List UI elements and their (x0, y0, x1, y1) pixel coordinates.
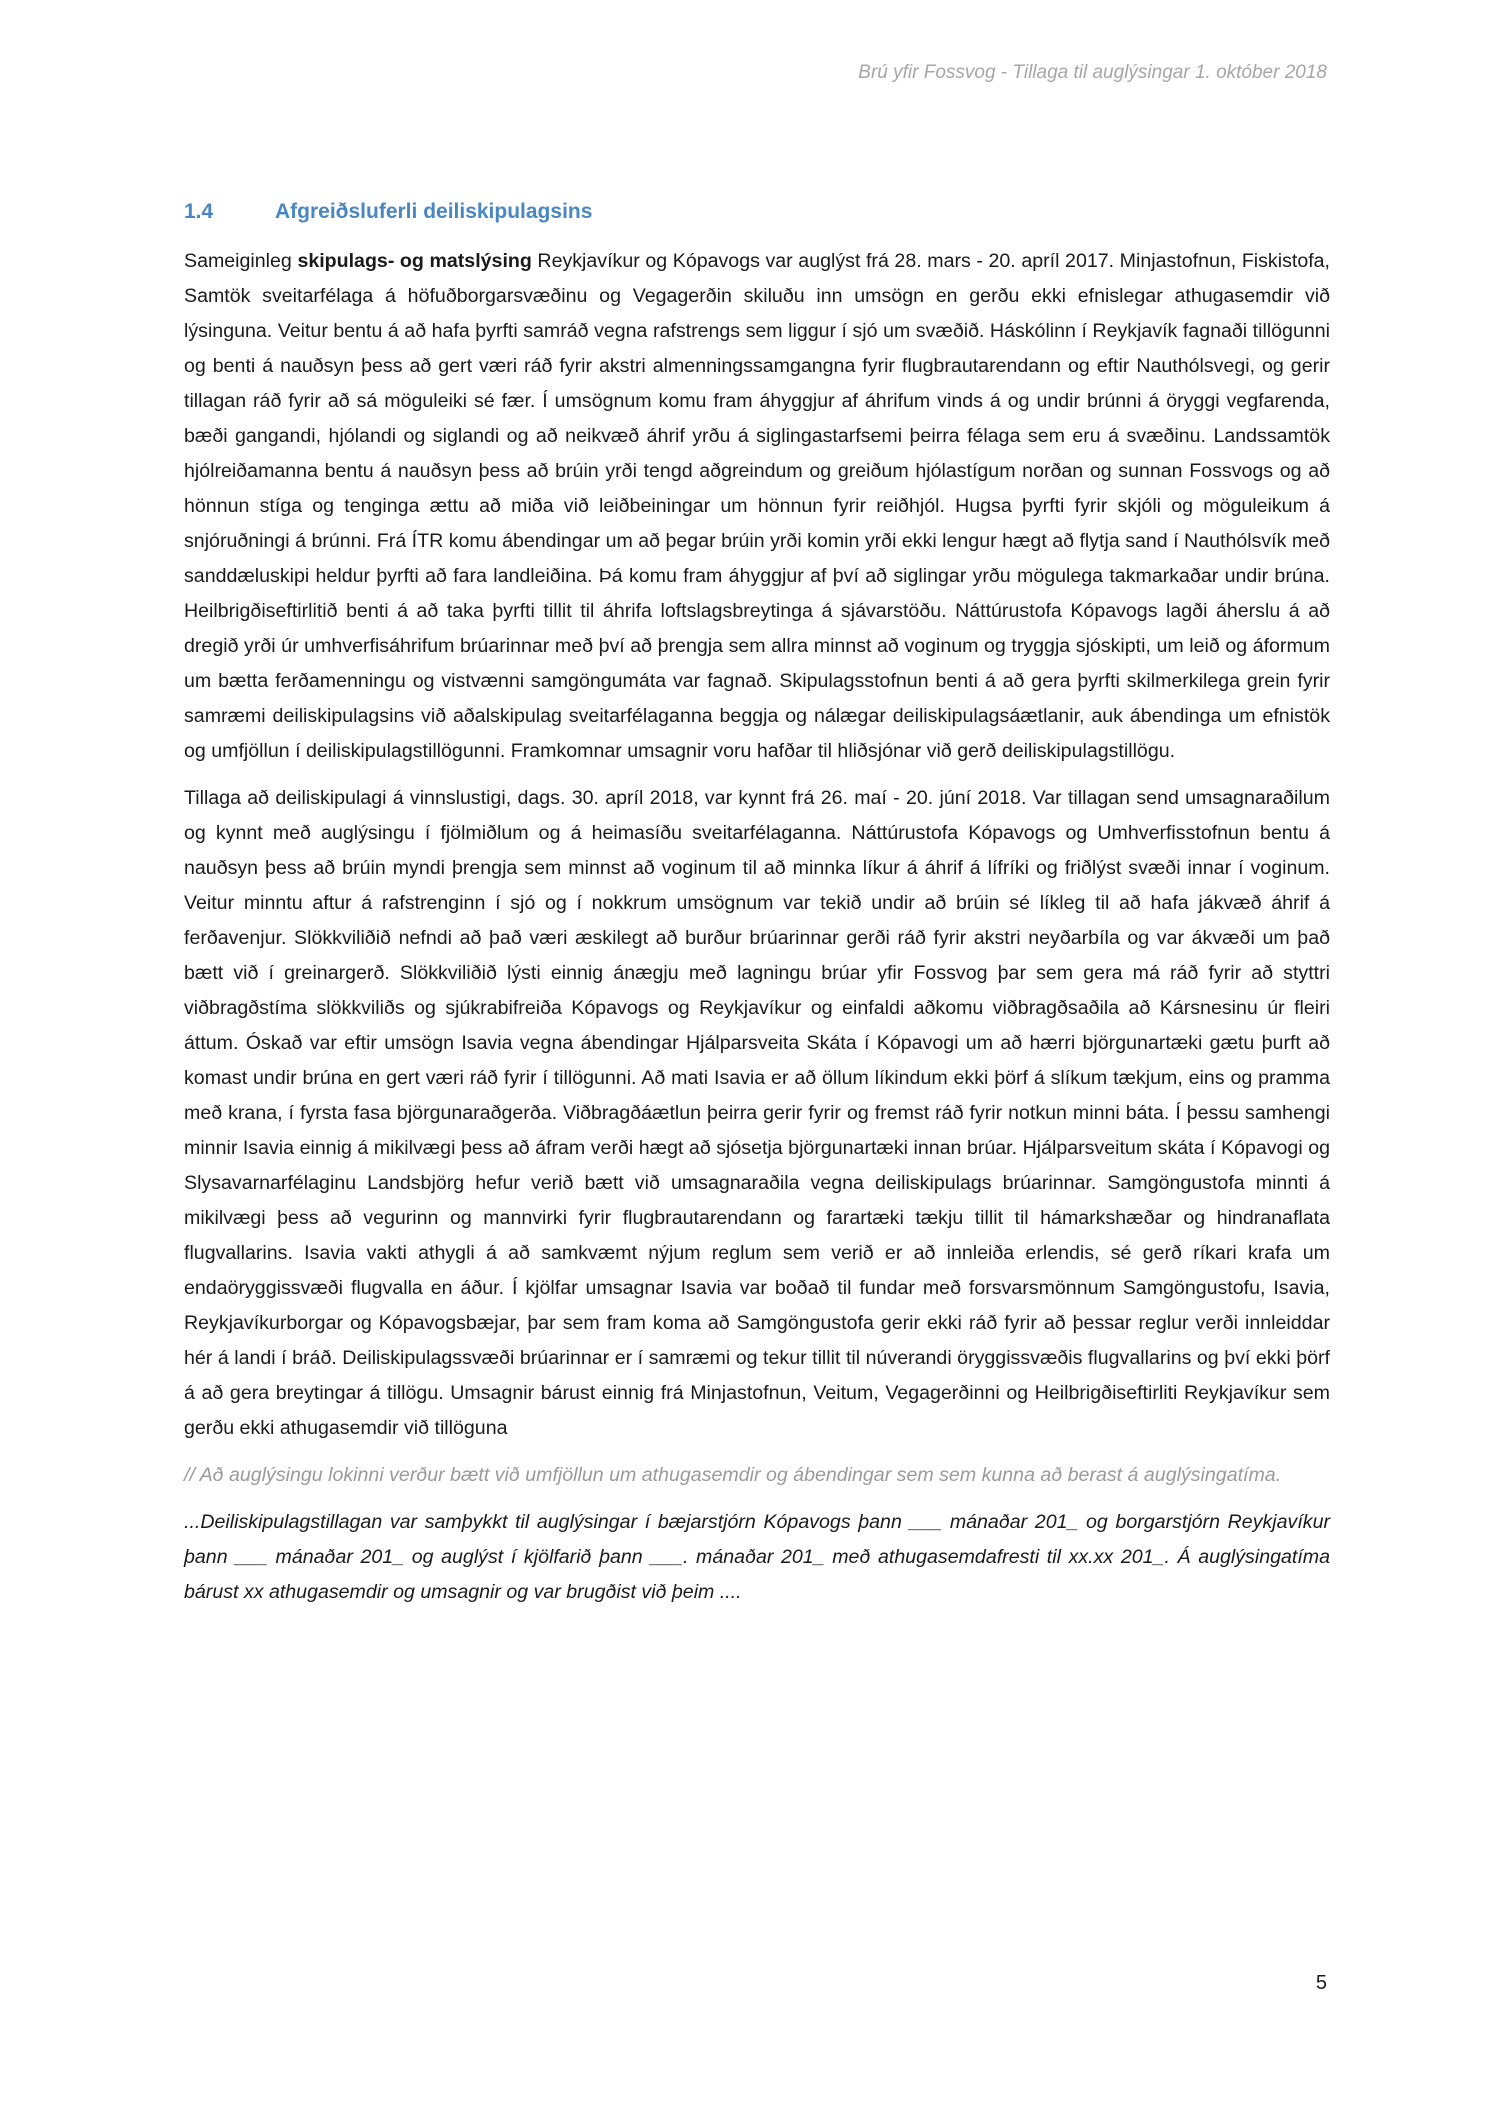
paragraph1-bold-term: skipulags- og matslýsing (297, 250, 532, 272)
editor-note: // Að auglýsingu lokinni verður bætt við umfjöllun um athugasemdir og ábendingar sem sem kunna að berast á auglýsingatíma. (184, 1464, 1282, 1486)
approval-placeholder: ...Deiliskipulagstillagan var samþykkt til auglýsingar í bæjarstjórn Kópavogs þann ___ mánaðar 201_ og borgarstjórn Reykjavíkur þann ___ mánaðar 201_ og auglýst í kjölfarið þann ___. mánaðar 201_ með athugasemdafresti til xx.xx 201_. Á auglýsingatíma bárust xx athugasemdir og umsagnir og var brugðist við þeim .... (184, 1511, 1330, 1603)
section-heading (184, 200, 1330, 224)
paragraph-scoping-description (184, 244, 1330, 769)
section-title: Afgreiðsluferli deiliskipulagsins (275, 200, 593, 223)
paragraph-draft-proposal: Tillaga að deiliskipulagi á vinnslustigi, dags. 30. apríl 2018, var kynnt frá 26. maí - 20. júní 2018. Var tillagan send umsagnaraðilum og kynnt með auglýsingu í fjölmiðlum og á heimasíðu sveitarfélaganna. Náttúrustofa Kópavogs og Umhverfisstofnun bentu á nauðsyn þess að brúin myndi þrengja sem minnst að voginum til að minnka líkur á áhrif á lífríki og friðlýst svæði innar í voginum. Veitur minntu aftur á rafstrenginn í sjó og í nokkrum umsögnum var tekið undir að brúin sé líkleg til að hafa jákvæð áhrif á ferðavenjur. Slökkviliðið nefndi að það væri æskilegt að burður brúarinnar gerði ráð fyrir akstri neyðarbíla og var ákvæði um það bætt við í greinargerð. Slökkviliðið lýsti einnig ánægju með lagningu brúar yfir Fossvog þar sem gera má ráð fyrir að styttri viðbragðstíma slökkviliðs og sjúkrabifreiða Kópavogs og Reykjavíkur og einfaldi aðkomu viðbragðsaðila að Kársnesinu úr fleiri áttum. Óskað var eftir umsögn Isavia vegna ábendingar Hjálparsveita Skáta í Kópavogi um að hærri björgunartæki gætu þurft að komast undir brúna en gert væri ráð fyrir í tillögunni. Að mati Isavia er að öllum líkindum ekki þörf á slíkum tækjum, eins og pramma með krana, í fyrsta fasa björgunaraðgerða. Viðbragðáætlun þeirra gerir fyrir og fremst ráð fyrir notkun minni báta. Í þessu samhengi minnir Isavia einnig á mikilvægi þess að áfram verði hægt að sjósetja björgunartæki innan brúar. Hjálparsveitum skáta í Kópavogi og Slysavarnarfélaginu Landsbjörg hefur verið bætt við umsagnaraðila vegna deiliskipulags brúarinnar. Samgöngustofa minnti á mikilvægi þess að vegurinn og mannvirki fyrir flugbrautarendann og farartæki tækju tillit til hámarkshæðar og hindranaflata flugvallarins. Isavia vakti athygli á að samkvæmt nýjum reglum sem verið er að innleiða erlendis, sé gerð ríkari krafa um endaöryggissvæði flugvalla en áður. Í kjölfar umsagnar Isavia var boðað til fundar með forsvarsmönnum Samgöngustofu, Isavia, Reykjavíkurborgar og Kópavogsbæjar, þar sem fram koma að Samgöngustofa gerir ekki ráð fyrir að þessar reglur verði innleiddar hér á landi í bráð. Deiliskipulagssvæði brúarinnar er í samræmi og tekur tillit til núverandi öryggissvæðis flugvallarins og því ekki þörf á að gera breytingar á tillögu. Umsagnir bárust einnig frá Minjastofnun, Veitum, Vegagerðinni og Heilbrigðiseftirliti Reykjavíkur sem gerðu ekki athugasemdir við tillöguna (184, 787, 1330, 1439)
paragraph1-intro: Sameiginleg (184, 250, 298, 272)
page-number: 5 (1315, 1972, 1327, 1994)
running-header: Brú yfir Fossvog - Tillaga til auglýsingar 1. október 2018 (858, 62, 1327, 83)
page-content (184, 200, 1330, 1610)
section-number: 1.4 (184, 200, 214, 223)
paragraph1-body: Reykjavíkur og Kópavogs var auglýst frá 28. mars - 20. apríl 2017. Minjastofnun, Fiskistofa, Samtök sveitarfélaga á höfuðborgarsvæðinu og Vegagerðin skiluðu inn umsögn en gerðu ekki efnislegar athugasemdir við lýsinguna. Veitur bentu á að hafa þyrfti samráð vegna rafstrengs sem liggur í sjó um svæðið. Háskólinn í Reykjavík fagnaði tillögunni og benti á nauðsyn þess að gert væri ráð fyrir akstri almenningssamgangna fyrir flugbrautarendann og eftir Nauthólsvegi, og gerir tillagan ráð fyrir að sá möguleiki sé fær. Í umsögnum komu fram áhyggjur af áhrifum vinds á og undir brúnni á öryggi vegfarenda, bæði gangandi, hjólandi og siglandi og að neikvæð áhrif yrðu á siglingastarfsemi þeirra félaga sem eru á svæðinu. Landssamtök hjólreiðamanna bentu á nauðsyn þess að brúin yrði tengd aðgreindum og greiðum hjólastígum norðan og sunnan Fossvogs og að hönnun stíga og tenginga ættu að miða við leiðbeiningar um hönnun fyrir reiðhjól. Hugsa þyrfti fyrir skjóli og möguleikum á snjóruðningi á brúnni. Frá ÍTR komu ábendingar um að þegar brúin yrði komin yrði ekki lengur hægt að flytja sand í Nauthólsvík með sanddæluskipi heldur þyrfti að fara landleiðina. Þá komu fram áhyggjur af því að siglingar yrðu mögulega takmarkaðar undir brúna. Heilbrigðiseftirlitið benti á að taka þyrfti tillit til áhrifa loftslagsbreytinga á sjávarstöðu. Náttúrustofa Kópavogs lagði áherslu á að dregið yrði úr umhverfisáhrifum brúarinnar með því að þrengja sem allra minnst að voginum og tryggja sjóskipti, um leið og áformum um bætta ferðamenningu og vistvænni samgöngumáta var fagnað. Skipulagsstofnun benti á að gera þyrfti skilmerkilega grein fyrir samræmi deiliskipulagsins við aðalskipulag sveitarfélaganna beggja og nálægar deiliskipulagsáætlanir, auk ábendinga um efnistök og umfjöllun í deiliskipulagstillögunni. Framkomnar umsagnir voru hafðar til hliðsjónar við gerð deiliskipulagstillögu. (184, 250, 1331, 762)
